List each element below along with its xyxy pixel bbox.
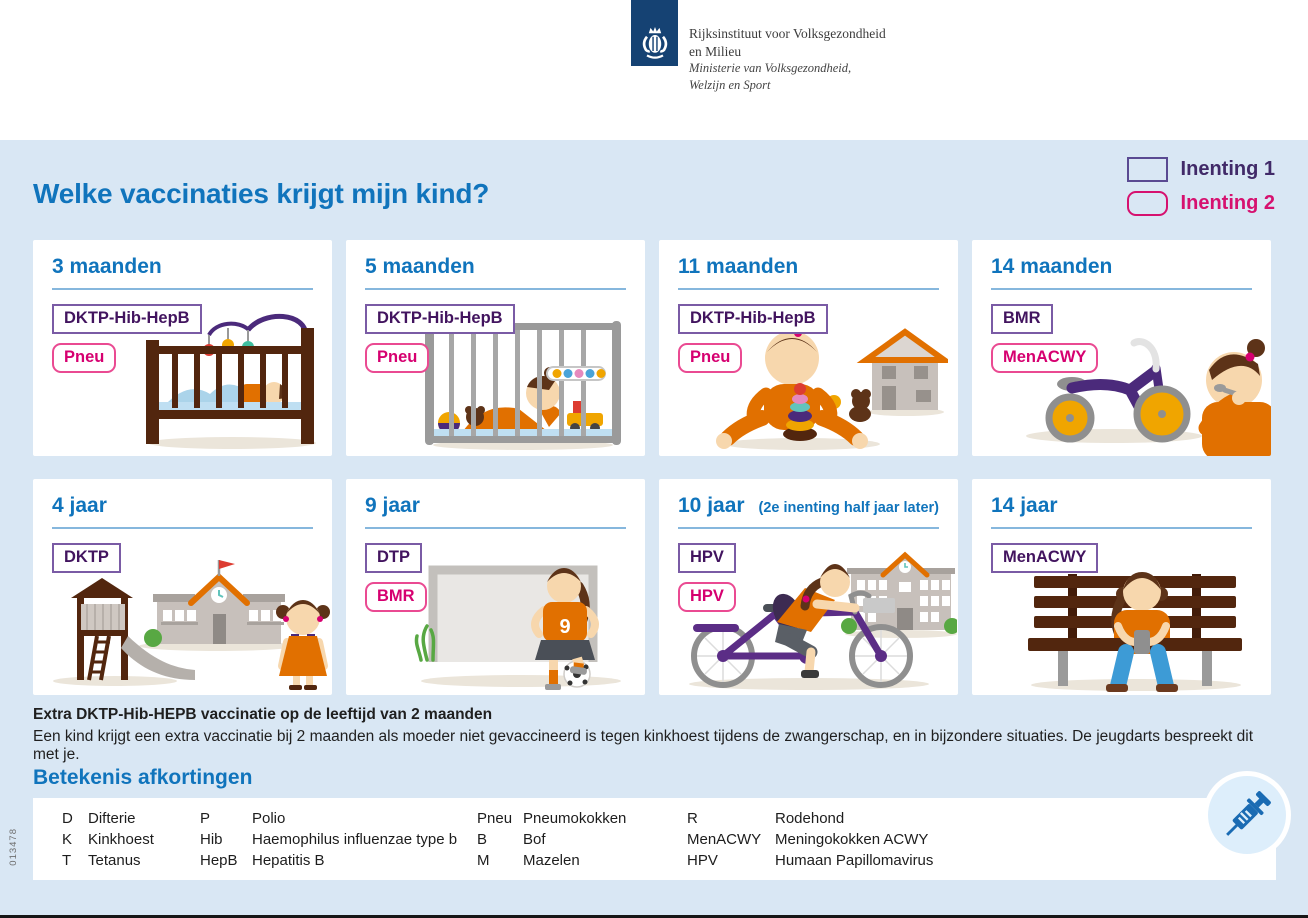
jersey-number: 9 [559,616,571,638]
rivm-logo [631,0,886,93]
card-divider [991,527,1252,529]
card-divider [52,288,313,290]
ministry-line1: Ministerie van Volksgezondheid, [689,61,852,76]
card-9-jaar [346,479,645,695]
abbr-key: HPV [687,852,718,869]
card-14-jaar [972,479,1271,695]
card-divider [365,527,626,529]
ministry-line2: Welzijn en Sport [689,77,771,92]
card-10-jaar [659,479,958,695]
page-title: Welke vaccinaties krijgt mijn kind? [33,178,490,209]
vaccine-tag-inenting-2: Pneu [678,343,742,373]
card-divider [678,288,939,290]
abbr-name: Humaan Papillomavirus [775,852,934,869]
vaccine-tag-inenting-1: MenACWY [991,543,1098,573]
legend-row-inenting-1 [1127,156,1275,182]
abbr-name: Meningokokken ACWY [775,831,929,848]
abbr-name: Kinkhoest [88,831,154,848]
abbr-key: M [477,852,490,869]
age-cards-grid [33,240,1271,695]
card-3-maanden [33,240,332,456]
vaccine-tag-inenting-1: DKTP-Hib-HepB [678,304,828,334]
card-divider [52,527,313,529]
card-title: 3 maanden [52,255,162,278]
abbr-key: MenACWY [687,831,762,848]
abbr-key: P [200,810,211,827]
abbr-key: T [62,852,72,869]
vaccine-tag-inenting-2: Pneu [365,343,429,373]
header [0,0,1308,140]
org-name-line1: Rijksinstituut voor Volksgezondheid [689,26,886,41]
vaccine-tag-inenting-1: BMR [991,304,1053,334]
card-14-maanden [972,240,1271,456]
card-title: 5 maanden [365,255,475,278]
card-11-maanden [659,240,958,456]
logo-text [689,0,886,93]
abbr-name: Bof [523,831,546,848]
vaccine-tag-inenting-2: BMR [365,582,427,612]
card-divider [991,288,1252,290]
abbr-name: Haemophilus influenzae type b [252,831,458,848]
syringe-icon [1216,784,1278,846]
vaccine-tag-inenting-1: HPV [678,543,736,573]
abbr-key: R [687,810,698,827]
vaccine-tag-inenting-1: DKTP-Hib-HepB [365,304,515,334]
extra-info-body: Een kind krijgt een extra vaccinatie bij 2 maanden als moeder niet gevaccineerd is tegen kinkhoest tijdens de zwangerschap, en in bijzondere situaties. De jeugdarts bespreekt dit met je. [33,728,1254,763]
card-4-jaar [33,479,332,695]
card-title: 10 jaar [678,494,745,517]
abbr-name: Mazelen [523,852,580,869]
legend [1127,156,1275,224]
inenting-2-label: Inenting 2 [1180,191,1275,214]
abbr-name: Tetanus [88,852,141,869]
card-title: 9 jaar [365,494,420,517]
vaccine-tag-inenting-2: HPV [678,582,736,612]
abbr-name: Difterie [88,810,136,827]
vaccine-tag-inenting-2: Pneu [52,343,116,373]
abbr-key: K [62,831,73,848]
abbr-key: B [477,831,488,848]
card-title: 11 maanden [678,255,799,278]
abbreviations-panel [33,798,1276,880]
org-name-line2: en Milieu [689,43,742,59]
abbr-key: D [62,810,73,827]
abbr-key: HepB [200,852,238,869]
extra-info [33,706,1276,764]
card-5-maanden [346,240,645,456]
legend-row-inenting-2 [1127,190,1275,216]
abbr-name: Pneumokokken [523,810,627,827]
vaccine-tag-inenting-2: MenACWY [991,343,1098,373]
abbreviations-title: Betekenis afkortingen [33,766,253,789]
inenting-1-swatch [1127,157,1168,182]
rivm-coat-of-arms-icon [639,24,671,62]
main-content [0,140,1308,918]
card-title: 4 jaar [52,494,107,517]
abbr-key: Pneu [477,810,513,827]
inenting-1-label: Inenting 1 [1180,157,1275,180]
card-divider [678,527,939,529]
vaccine-tag-inenting-1: DTP [365,543,422,573]
vaccine-tag-inenting-1: DKTP-Hib-HepB [52,304,202,334]
card-note: (2e inenting half jaar later) [758,500,939,516]
abbr-name: Rodehond [775,810,845,827]
document-code: 013478 [8,828,19,866]
card-divider [365,288,626,290]
abbr-name: Polio [252,810,286,827]
abbr-key: Hib [200,831,223,848]
extra-info-title: Extra DKTP-Hib-HEPB vaccinatie op de leeftijd van 2 maanden [33,706,493,723]
card-title: 14 maanden [991,255,1113,278]
vaccine-tag-inenting-1: DKTP [52,543,121,573]
inenting-2-swatch [1127,191,1168,216]
card-title: 14 jaar [991,494,1058,517]
logo-ribbon [631,0,678,66]
syringe-badge [1203,771,1291,859]
abbr-name: Hepatitis B [252,852,325,869]
